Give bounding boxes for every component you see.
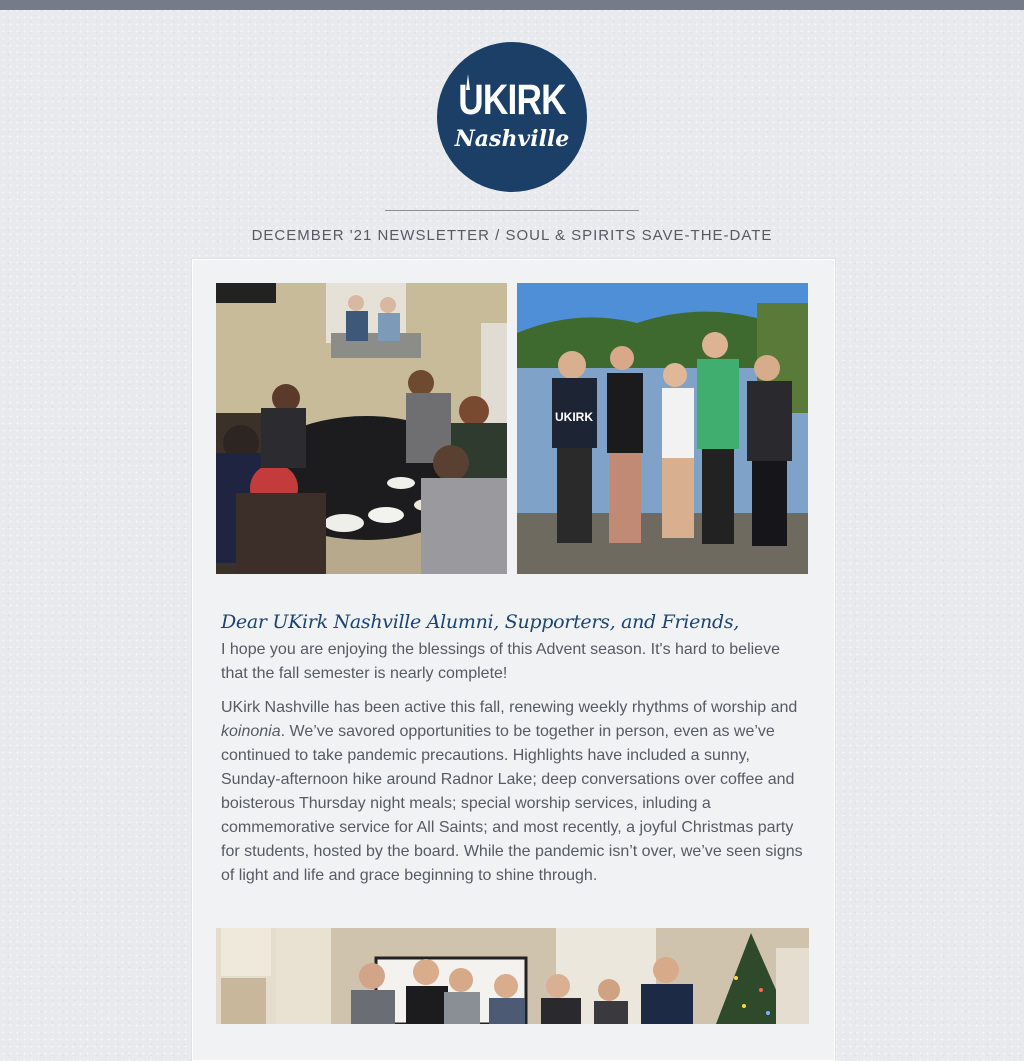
christmas-party-photo <box>216 928 809 1024</box>
lake-hike-photo <box>517 283 808 574</box>
letter-greeting: Dear UKirk Nashville Alumni, Supporters, and Friends, <box>221 611 740 633</box>
top-bar <box>0 0 1024 10</box>
ukirk-nashville-logo[interactable] <box>437 42 587 192</box>
letter-paragraph-1: I hope you are enjoying the blessings of this Advent season. It's hard to believe that the fall semester is nearly complete! <box>221 641 780 682</box>
paragraph-2-start: UKirk Nashville has been active this fall, renewing weekly rhythms of worship and <box>221 699 798 716</box>
logo-city: Nashville <box>454 126 570 152</box>
header-divider <box>385 210 639 211</box>
dinner-photo <box>216 283 507 574</box>
shirt-logo: UKIRK <box>555 410 593 424</box>
paragraph-2-rest: . We’ve savored opportunities to be together in person, even as we’ve continued to take pandemic precautions. Highlights have included a sunny, Sunday-afternoon hike around Radnor Lake; deep conversations over coffee and boisterous Thursday night meals; special worship services, inluding a commemorative service for All Saints; and most recently, a joyful Christmas party for students, hosted by the board. While the pandemic isn’t over, we’ve seen signs of light and life and grace beginning to shine through. <box>221 723 803 884</box>
letter-paragraph-2 <box>221 696 806 888</box>
newsletter-subtitle: DECEMBER '21 NEWSLETTER / SOUL & SPIRITS SAVE-THE-DATE <box>251 227 773 244</box>
logo-wordmark: UKIRK <box>458 76 566 124</box>
koinonia-term: koinonia <box>221 723 281 740</box>
